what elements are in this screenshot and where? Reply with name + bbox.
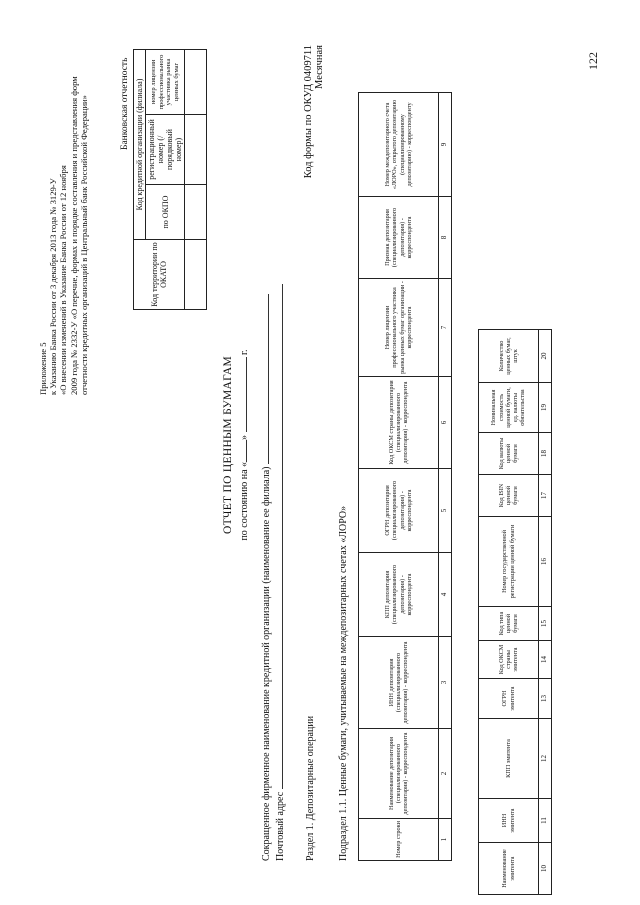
- org-address-label: Почтовый адрес: [275, 791, 286, 861]
- part1-h1: Номер строки: [359, 819, 439, 861]
- part2-h10: Наименование эмитента: [479, 843, 539, 895]
- part1-n5: 5: [439, 469, 452, 553]
- page-number: 122: [586, 52, 600, 70]
- okud-block: [303, 45, 325, 255]
- okud-code: Код формы по ОКУД 0409711: [303, 45, 314, 179]
- code-group-header: Код кредитной организации (филиала): [134, 49, 146, 239]
- org-name-label: Сокращенное фирменное наименование кредитной организации (наименование ее филиала): [261, 466, 272, 861]
- part2-n20: 20: [539, 330, 552, 383]
- part2-h15: Код типа ценной бумаги: [479, 607, 539, 641]
- code-table: [133, 49, 207, 310]
- part1-h9: Номер междепозитарного счета «ЛОРО», открытого депозитарию (специализированному депозитарию) - корреспонденту: [359, 93, 439, 197]
- appendix-line-4: 2009 года № 2332-У «О перечне, формах и порядке составления и представления форм: [68, 76, 79, 395]
- appendix-line-3: «О внесении изменений в Указание Банка России от 12 ноября: [58, 165, 69, 395]
- part1-h2: Наименование депозитария (специализированного депозитария) - корреспондента: [359, 729, 439, 819]
- org-address-line: [272, 284, 286, 861]
- part1-n3: 3: [439, 637, 452, 729]
- part2-h13: ОГРН эмитента: [479, 679, 539, 719]
- part2-n12: 12: [539, 719, 552, 799]
- code-cell-territory[interactable]: [185, 240, 207, 310]
- org-name-line: [258, 294, 272, 861]
- part1-h6: Код ОКСМ страны депозитария (специализированного депозитария) - корреспондента: [359, 377, 439, 469]
- org-address-field[interactable]: [272, 284, 283, 789]
- appendix-header: [38, 76, 89, 395]
- part2-h14: Код ОКСМ страны эмитента: [479, 641, 539, 679]
- part2-h18: Код валюты ценной бумаги: [479, 433, 539, 475]
- appendix-line-1: Приложение 5: [38, 342, 48, 395]
- as-of-line: [236, 315, 250, 575]
- part2-header-row: [479, 330, 539, 895]
- part2-n19: 19: [539, 383, 552, 433]
- part2-h11: ИНН эмитента: [479, 799, 539, 843]
- as-of-suffix: г.: [239, 349, 250, 355]
- part2-h20: Количество ценных бумаг, штук: [479, 330, 539, 383]
- part2-n11: 11: [539, 799, 552, 843]
- code-col-territory: Код территории по ОКАТО: [134, 240, 185, 310]
- part2-n10: 10: [539, 843, 552, 895]
- part1-h3: ИНН депозитария (специализированного депозитария) - корреспондента: [359, 637, 439, 729]
- part2-n18: 18: [539, 433, 552, 475]
- code-col-okpo: по ОКПО: [146, 185, 185, 240]
- appendix-line-2: к Указанию Банка России от 3 декабря 2013 года № 3129-У: [48, 178, 59, 395]
- appendix-line-5: отчетности кредитных организаций в Центральный банк Российской Федерации»: [78, 95, 89, 395]
- part1-number-row: [439, 93, 452, 861]
- okud-periodicity: Месячная: [314, 45, 325, 89]
- part1-n2: 2: [439, 729, 452, 819]
- part2-n13: 13: [539, 679, 552, 719]
- section-title: Раздел 1. Депозитарные операции: [305, 715, 316, 861]
- as-of-prefix: по состоянию на «: [239, 461, 250, 541]
- as-of-quote: »: [239, 434, 250, 440]
- code-col-reg: регистрационный номер (/порядковый номер): [146, 115, 185, 185]
- part2-n16: 16: [539, 517, 552, 607]
- part1-n8: 8: [439, 197, 452, 279]
- org-name-field[interactable]: [258, 294, 269, 464]
- part1-n9: 9: [439, 93, 452, 197]
- part1-h5: ОГРН депозитария (специализированного депозитария) - корреспондента: [359, 469, 439, 553]
- part2-n15: 15: [539, 607, 552, 641]
- part2-h17: Код ISIN ценной бумаги: [479, 475, 539, 517]
- part1-n1: 1: [439, 819, 452, 861]
- part1-n7: 7: [439, 279, 452, 377]
- part2-h12: КПП эмитента: [479, 719, 539, 799]
- code-cell-license[interactable]: [185, 49, 207, 114]
- as-of-month[interactable]: [236, 357, 247, 432]
- part2-h16: Номер государственной регистрации ценной бумаги: [479, 517, 539, 607]
- part1-h4: КПП депозитария (специализированного депозитария) - корреспондента: [359, 553, 439, 637]
- part2-h19: Номинальная стоимость ценной бумаги, ед. валюты обязательства: [479, 383, 539, 433]
- subsection-title: Подраздел 1.1. Ценные бумаги, учитываемые на междепозитарных счетах «ЛОРО»: [338, 505, 349, 861]
- part2-n14: 14: [539, 641, 552, 679]
- part1-header-row: [359, 93, 439, 861]
- code-cell-reg[interactable]: [185, 115, 207, 185]
- code-cell-okpo[interactable]: [185, 185, 207, 240]
- part1-h8: Признак депозитария (специализированного депозитария) - корреспондента: [359, 197, 439, 279]
- part1-n6: 6: [439, 377, 452, 469]
- loro-table-part2: [478, 329, 552, 895]
- as-of-day[interactable]: [236, 440, 247, 462]
- loro-table-part1: [358, 92, 452, 861]
- part2-n17: 17: [539, 475, 552, 517]
- part1-h7: Номер лицензии профессионального участника рынка ценных бумаг организации - корреспондента: [359, 279, 439, 377]
- reporting-label: Банковская отчетность: [120, 57, 130, 150]
- part2-number-row: [539, 330, 552, 895]
- part1-n4: 4: [439, 553, 452, 637]
- code-col-license: номер лицензии профессионального участника рынка ценных бумаг: [146, 49, 185, 114]
- report-title: ОТЧЕТ ПО ЦЕННЫМ БУМАГАМ: [222, 356, 234, 534]
